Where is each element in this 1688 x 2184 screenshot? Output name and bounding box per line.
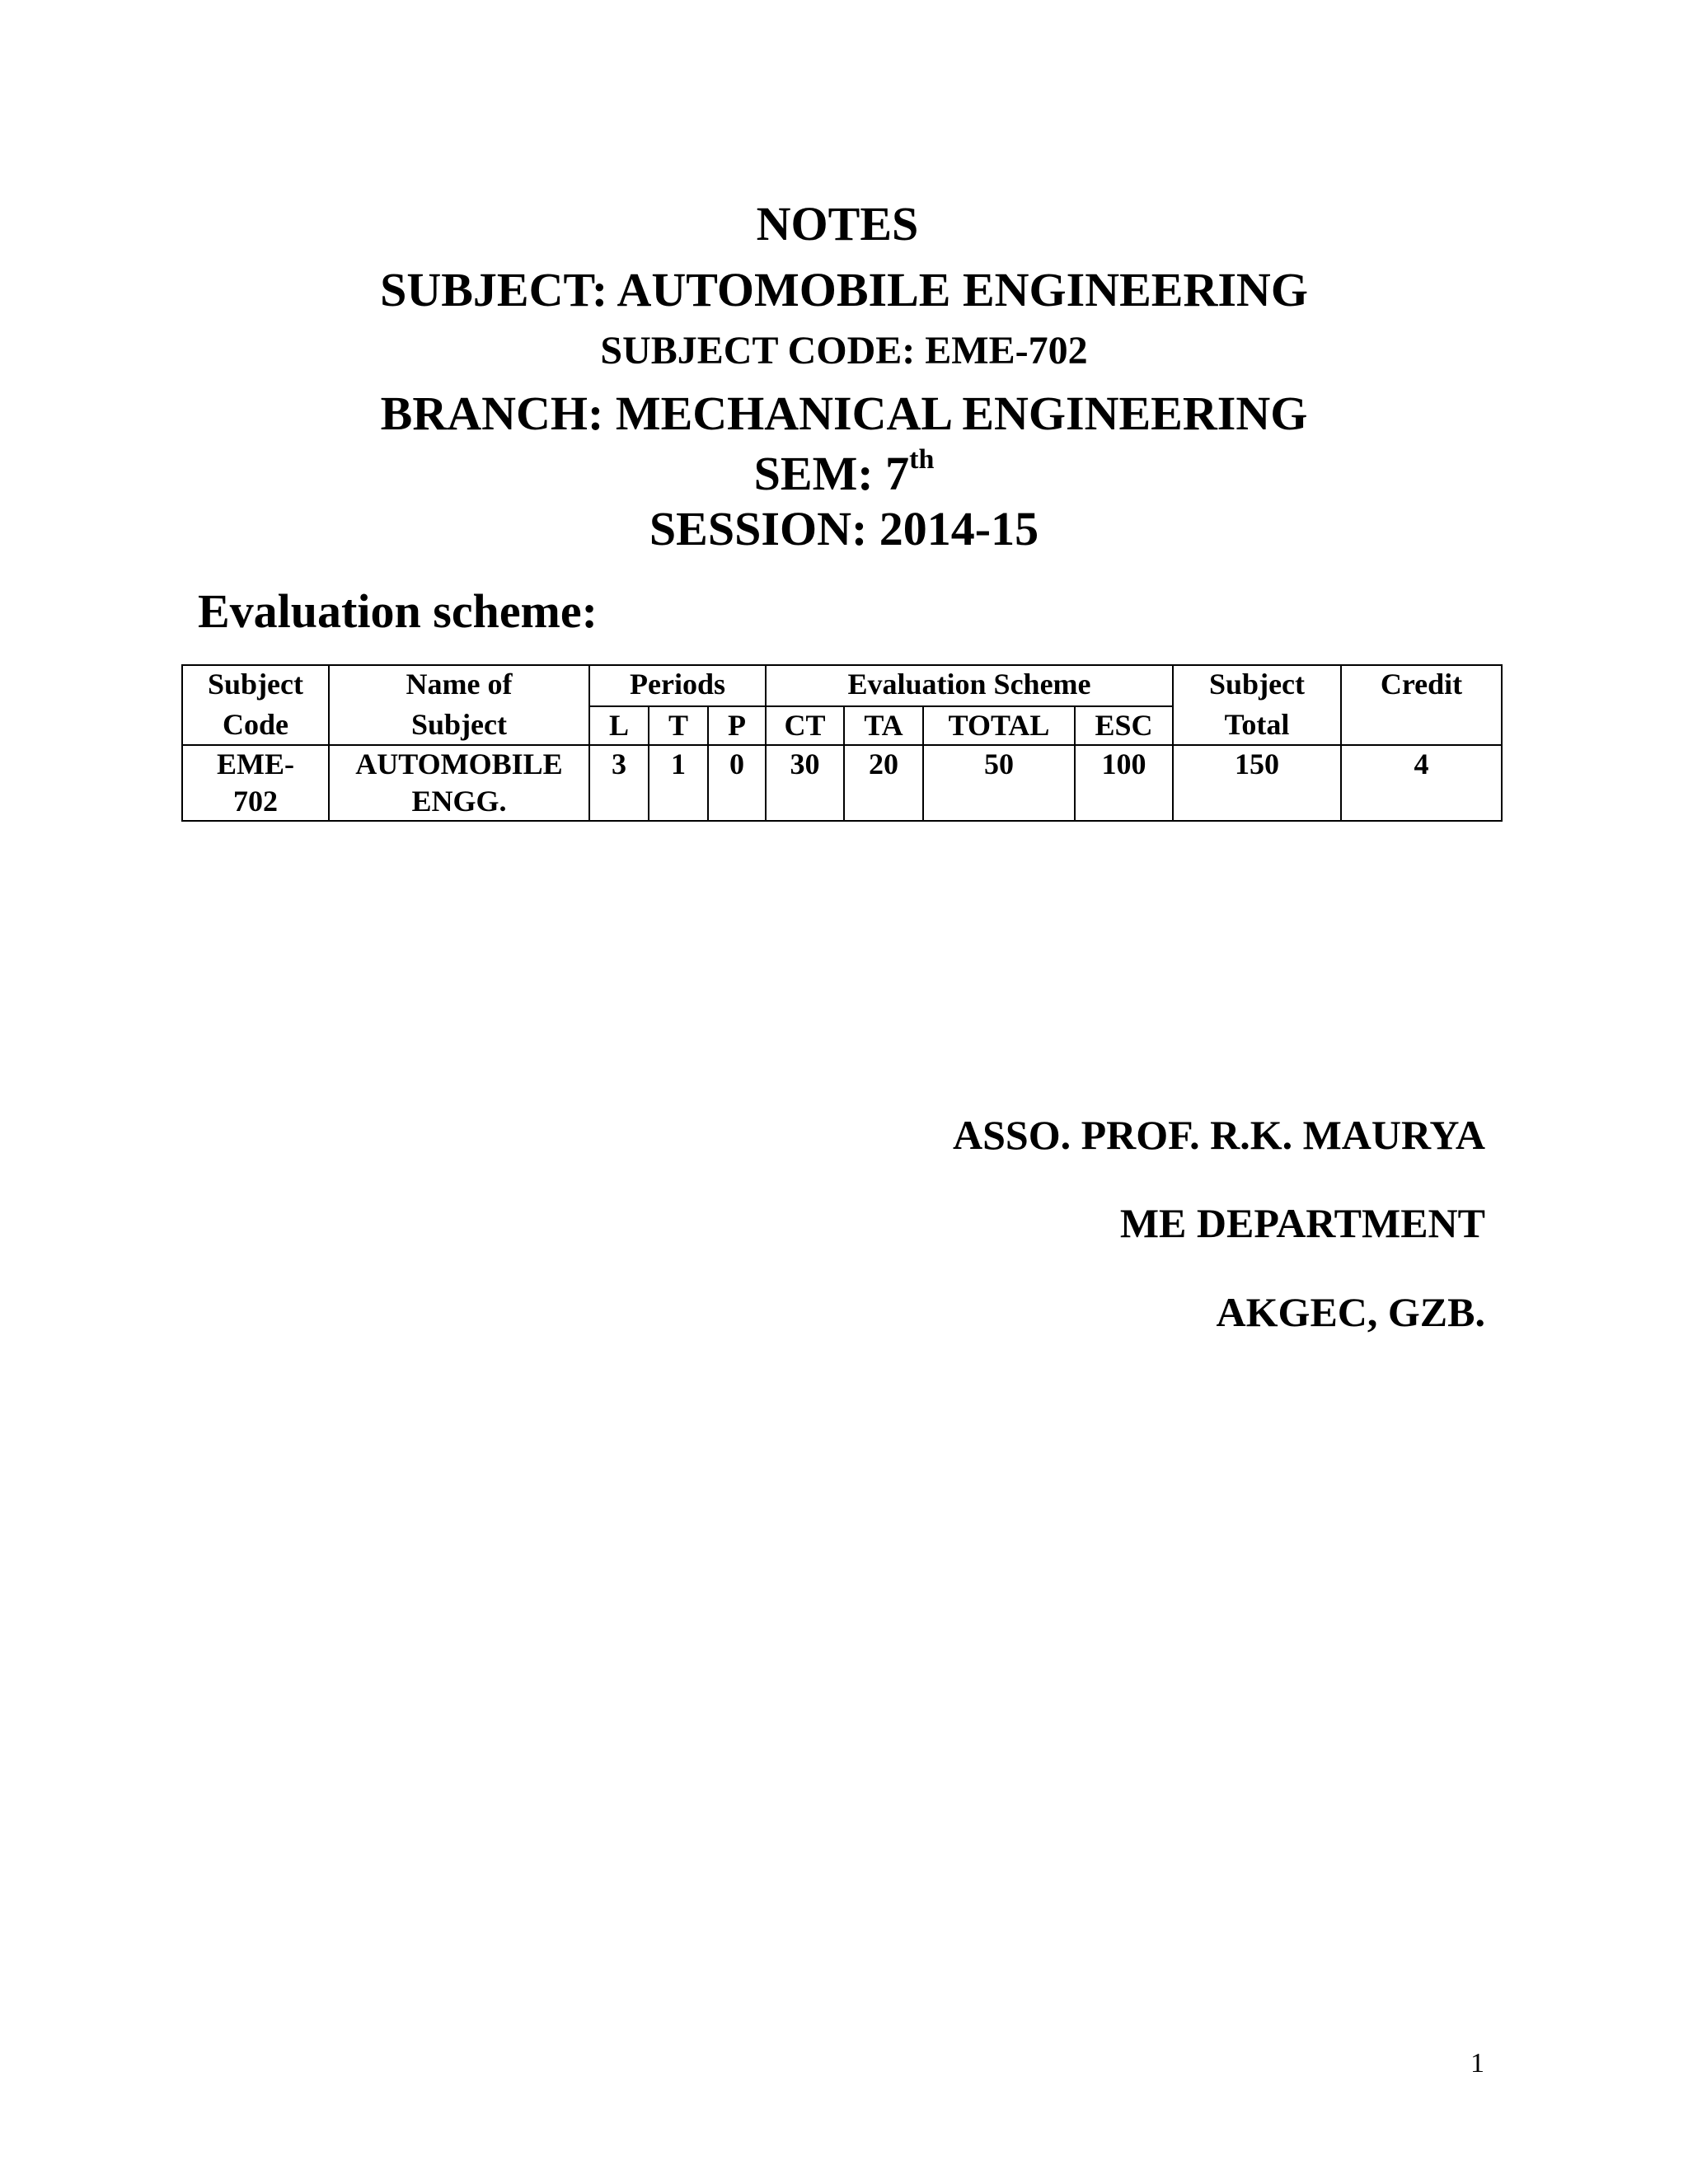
header-periods: Periods [589, 665, 766, 706]
author-name: ASSO. PROF. R.K. MAURYA [953, 1112, 1485, 1158]
header-period-p: P [708, 706, 766, 745]
header-credit: Credit [1341, 665, 1502, 745]
header-eval-esc: ESC [1075, 706, 1173, 745]
subject-code-line: SUBJECT CODE: EME-702 [600, 329, 1088, 373]
header-period-l: L [589, 706, 649, 745]
evaluation-scheme-table [181, 664, 1503, 822]
header-evaluation-scheme: Evaluation Scheme [766, 665, 1173, 706]
header-subject-code-line2: Code [182, 706, 329, 745]
cell-credit: 4 [1341, 745, 1502, 821]
cell-period-p: 0 [708, 745, 766, 821]
session-line: SESSION: 2014-15 [649, 502, 1039, 555]
evaluation-scheme-heading: Evaluation scheme: [198, 584, 598, 638]
cell-eval-ta: 20 [844, 745, 923, 821]
semester-ordinal-suffix: th [909, 444, 935, 475]
notes-title: NOTES [756, 197, 919, 251]
table-row [182, 745, 1502, 821]
cell-subject-total: 150 [1173, 745, 1341, 821]
header-name-of-subject-line2: Subject [329, 706, 589, 745]
header-eval-total: TOTAL [923, 706, 1075, 745]
header-eval-ta: TA [844, 706, 923, 745]
table-subheader-row [182, 706, 1502, 745]
branch-line: BRANCH: MECHANICAL ENGINEERING [380, 387, 1308, 440]
cell-eval-esc: 100 [1075, 745, 1173, 821]
semester-text: SEM: 7 [753, 447, 910, 500]
page-number: 1 [1470, 2048, 1484, 2079]
author-institute: AKGEC, GZB. [1216, 1289, 1485, 1335]
semester-line [0, 446, 1688, 501]
cell-subject-code: EME- 702 [182, 745, 329, 821]
cell-subject-name: AUTOMOBILE ENGG. [329, 745, 589, 821]
cell-period-t: 1 [649, 745, 708, 821]
author-department: ME DEPARTMENT [1119, 1200, 1485, 1246]
table-header-row [182, 665, 1502, 706]
cell-eval-ct: 30 [766, 745, 844, 821]
header-name-of-subject: Name of [329, 665, 589, 706]
cell-eval-total: 50 [923, 745, 1075, 821]
header-eval-ct: CT [766, 706, 844, 745]
cell-period-l: 3 [589, 745, 649, 821]
header-subject-total: Subject [1173, 665, 1341, 706]
subject-title: SUBJECT: AUTOMOBILE ENGINEERING [380, 263, 1308, 316]
header-subject-code: Subject [182, 665, 329, 706]
header-subject-total-line2: Total [1173, 706, 1341, 745]
header-period-t: T [649, 706, 708, 745]
